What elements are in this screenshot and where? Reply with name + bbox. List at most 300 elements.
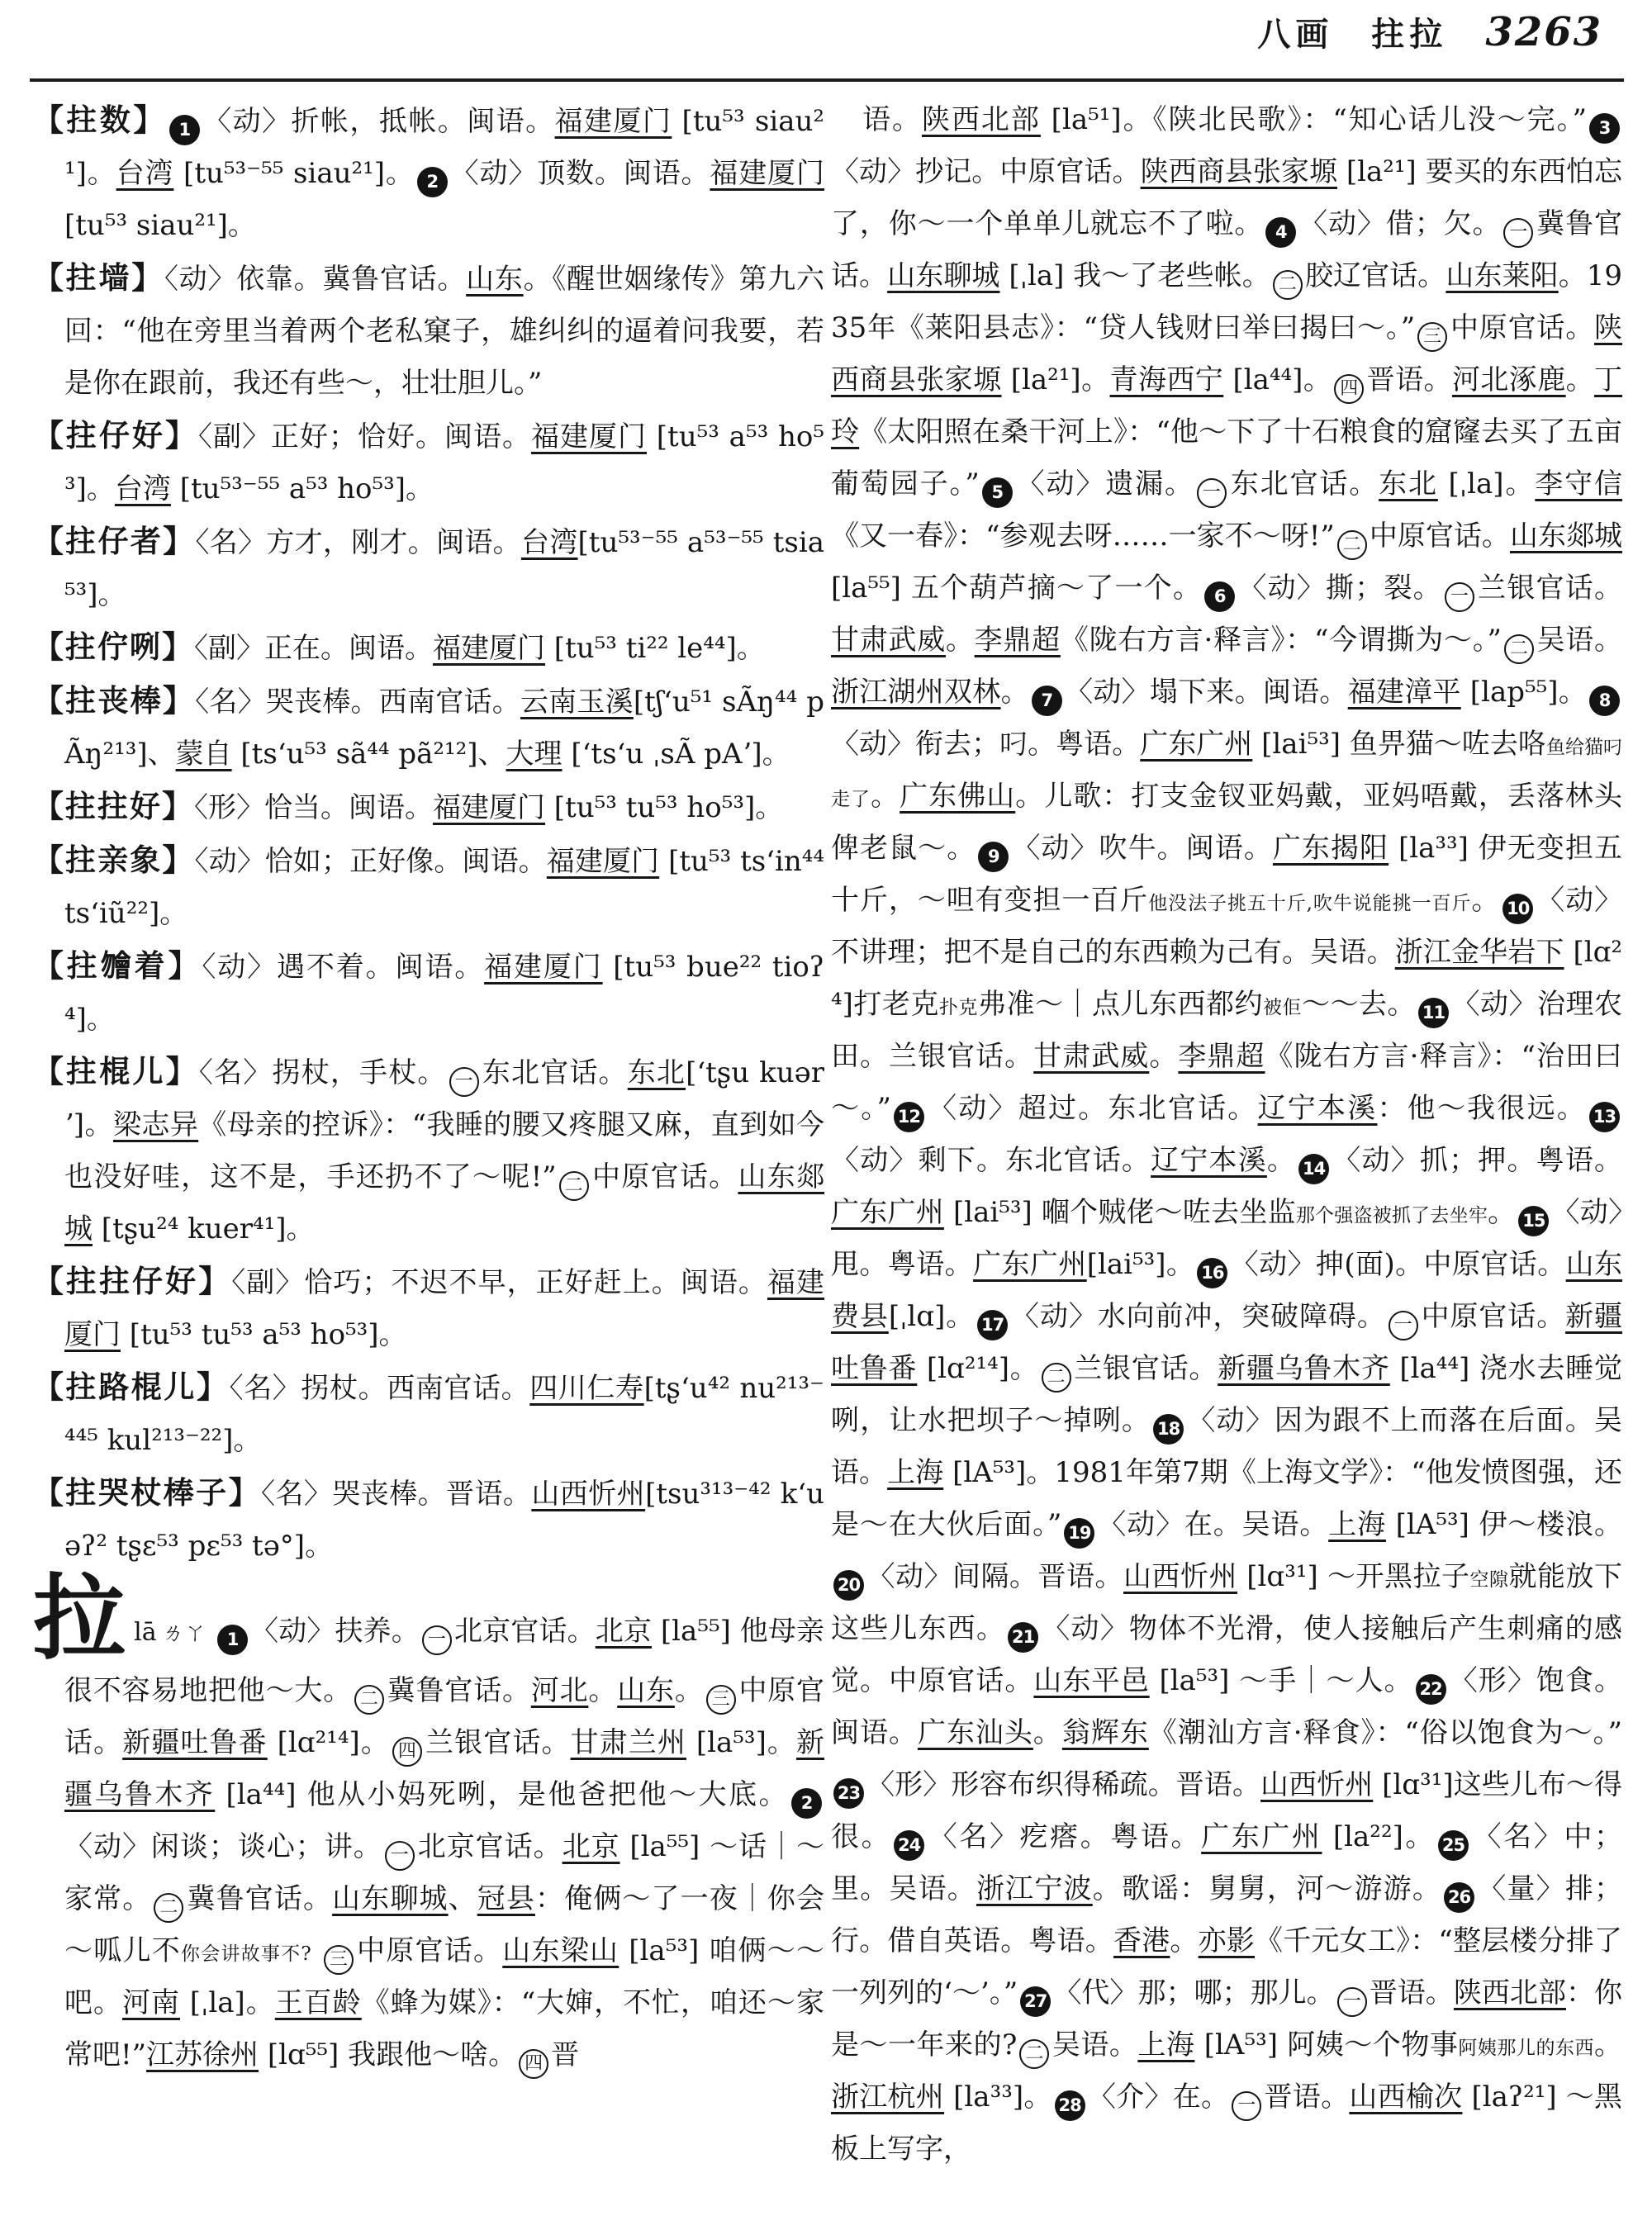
sense-number-icon: 17 bbox=[977, 1310, 1008, 1340]
sense-number-icon: 2 bbox=[417, 167, 448, 197]
body-text: 〈名〉拐杖，手杖。 bbox=[198, 1056, 447, 1089]
body-text: [tu⁵³ tu⁵³ a⁵³ ho⁵³]。 bbox=[121, 1318, 407, 1351]
body-text: 〈动〉物体不光滑，使人接触后产生刺痛的感觉。中原官话。 bbox=[831, 1612, 1623, 1697]
body-text: [la²¹]。 bbox=[1001, 363, 1110, 396]
body-text: 晋语。 bbox=[1366, 363, 1452, 396]
proper-name: 广东广州 bbox=[1140, 728, 1253, 761]
body-text: 。 bbox=[1000, 676, 1029, 709]
body-text: [lA⁵³] 阿姨～个物事 bbox=[1194, 2028, 1459, 2062]
body-text: 中原官话。 bbox=[1420, 1300, 1566, 1333]
body-text: 〈动〉塌下来。闽语。 bbox=[1064, 676, 1348, 709]
body-text: ：俺俩～了一夜｜你会～呱儿不 bbox=[64, 1882, 825, 1967]
proper-name: 辽宁本溪 bbox=[1151, 1144, 1267, 1177]
body-text: 《又一春》：“参观去呀……一家不～呀!” bbox=[831, 520, 1335, 553]
body-text: 。 bbox=[1170, 1924, 1199, 1957]
body-text: [tu⁵³⁻⁵⁵ a⁵³ ho⁵³]。 bbox=[170, 472, 434, 505]
inline-gloss: 那个强盗被抓了去坐牢 bbox=[1295, 1205, 1488, 1226]
subsense-number-icon: 一 bbox=[1337, 1987, 1367, 2017]
body-text: [la⁵¹]。《陕北民歌》：“知心话儿没～完。” bbox=[1040, 103, 1588, 136]
proper-name: 青海西宁 bbox=[1109, 363, 1224, 396]
body-text: [la³³]。 bbox=[944, 2081, 1052, 2114]
body-text: 〈动〉因为跟不上而落在后面。吴语。 bbox=[831, 1404, 1623, 1489]
body-text: 〈副〉正在。闽语。 bbox=[194, 632, 433, 665]
body-text: 〈名〉拐杖。西南官话。 bbox=[229, 1372, 530, 1405]
entry-headword: 【拄数】 bbox=[33, 102, 167, 138]
body-text: 中原官话。 bbox=[1369, 520, 1510, 553]
body-text: [tʂʻu⁴² nu²¹³⁻⁴⁴⁵ kul²¹³⁻²²]。 bbox=[64, 1372, 825, 1457]
proper-name: 甘肃武威 bbox=[831, 624, 946, 657]
body-text: [lai⁵³]。 bbox=[1086, 1248, 1195, 1281]
body-text: 晋 bbox=[551, 2038, 580, 2071]
proper-name: 云南玉溪 bbox=[520, 686, 634, 719]
body-text: 。歌谣：舅舅，河～游游。 bbox=[1092, 1872, 1442, 1905]
proper-name: 福建厦门 bbox=[530, 420, 647, 453]
proper-name: 福建厦门 bbox=[554, 105, 672, 138]
entry-headword: 【拄佇咧】 bbox=[33, 629, 194, 665]
body-text bbox=[311, 1934, 321, 1967]
body-text: 。 bbox=[1594, 2028, 1622, 2062]
dict-entry bbox=[33, 780, 824, 834]
sense-number-icon: 4 bbox=[1265, 217, 1296, 248]
proper-name: 山东莱阳 bbox=[1446, 259, 1559, 292]
body-text: 。《醒世姻缘传》第九六回：“他在旁里当着两个老私窠子，雄纠纠的逼着问我要，若是你在跟前，我还有些～，壮壮胆儿。” bbox=[64, 263, 825, 400]
entry-zhuyin: ㄌㄚ bbox=[161, 1620, 207, 1646]
body-text: 。 bbox=[1149, 1040, 1179, 1073]
sense-number-icon: 5 bbox=[982, 477, 1013, 508]
proper-name: 广东佛山 bbox=[900, 780, 1016, 813]
body-text: [lɑ³¹]这些儿布～得很。 bbox=[831, 1768, 1623, 1853]
guide-words: 拄拉 bbox=[1371, 15, 1448, 54]
subsense-number-icon: 二 bbox=[559, 1171, 589, 1201]
dict-entry bbox=[33, 94, 824, 252]
body-text: 。 bbox=[945, 624, 975, 657]
proper-name: 上海 bbox=[1328, 1508, 1386, 1541]
body-text: 《潮汕方言·释食》：“俗以饱食为～。” bbox=[1148, 1716, 1623, 1749]
sense-number-icon: 3 bbox=[1589, 113, 1620, 144]
entry-headcharacter: 拉 bbox=[33, 1564, 126, 1672]
entry-headword: 【拄拄仔好】 bbox=[33, 1263, 232, 1299]
body-text: 〈副〉正好；恰好。闽语。 bbox=[198, 420, 531, 453]
proper-name: 福建漳平 bbox=[1347, 676, 1461, 709]
body-text: [la²²]。 bbox=[1322, 1820, 1436, 1853]
proper-name: 丁玲 bbox=[831, 363, 1623, 448]
body-text: 〈动〉撕；裂。 bbox=[1237, 572, 1442, 605]
body-text: 吴语。 bbox=[1051, 2028, 1138, 2062]
body-text: ：他～我很远。 bbox=[1377, 1092, 1588, 1125]
body-text: 〈动〉剩下。东北官话。 bbox=[831, 1144, 1151, 1177]
entry-headword: 【拄亲象】 bbox=[33, 842, 195, 878]
body-text: 〈名〉中；里。吴语。 bbox=[831, 1820, 1622, 1905]
subsense-number-icon: 二 bbox=[154, 1893, 183, 1923]
body-text: [la⁵⁵] ～话｜～家常。 bbox=[64, 1830, 824, 1915]
body-text: 〈动〉折帐，抵帐。闽语。 bbox=[202, 105, 555, 138]
entry-headword: 【拄墙】 bbox=[33, 259, 164, 296]
sense-number-icon: 20 bbox=[833, 1570, 864, 1601]
body-text: 中原官话。 bbox=[355, 1934, 503, 1967]
subsense-number-icon: 四 bbox=[392, 1737, 422, 1767]
body-text: 晋语。 bbox=[1369, 1976, 1454, 2009]
body-text: 。儿歌：打支金钗亚妈戴，亚妈唔戴，丢落林头俾老鼠～。 bbox=[831, 780, 1623, 865]
body-text: 就能放下这些儿东西。 bbox=[831, 1560, 1623, 1645]
body-text: 胶辽官话。 bbox=[1304, 259, 1446, 292]
proper-name: 李鼎超 bbox=[974, 624, 1061, 657]
proper-name: 浙江湖州双林 bbox=[831, 676, 1001, 709]
proper-name: 山西榆次 bbox=[1349, 2081, 1463, 2114]
subsense-number-icon: 二 bbox=[1273, 270, 1303, 300]
dict-entry bbox=[33, 252, 824, 410]
body-text: 冀鲁官话。 bbox=[387, 1674, 531, 1707]
proper-name: 广东广州 bbox=[831, 1196, 944, 1229]
proper-name: 河北涿鹿 bbox=[1451, 363, 1566, 396]
proper-name: 甘肃武威 bbox=[1033, 1040, 1150, 1073]
body-text: 〈量〉排；行。借自英语。粤语。 bbox=[831, 1872, 1623, 1957]
body-text: 晋语。 bbox=[1264, 2081, 1350, 2114]
proper-name: 广东汕头 bbox=[917, 1716, 1033, 1749]
body-text: [la⁵⁵] 五个葫芦摘～了一个。 bbox=[831, 572, 1203, 605]
body-text: 。 bbox=[1032, 1716, 1062, 1749]
body-text: [lɑ⁵⁵] 我跟他～啥。 bbox=[259, 2038, 517, 2071]
proper-name: 北京 bbox=[562, 1830, 620, 1863]
proper-name: 陕西北部 bbox=[1453, 1976, 1567, 2009]
entry-headword: 【拄棍儿】 bbox=[33, 1053, 199, 1089]
body-text: 。 bbox=[588, 1674, 618, 1707]
body-text: 。1935年《莱阳县志》：“贷人钱财曰举曰揭曰～。” bbox=[831, 259, 1623, 344]
sense-number-icon: 28 bbox=[1055, 2090, 1085, 2121]
body-text: [tu⁵³⁻⁵⁵ a⁵³⁻⁵⁵ tsia⁵³]。 bbox=[64, 526, 825, 611]
body-text: 兰银官话。 bbox=[424, 1726, 571, 1759]
proper-name: 山西忻州 bbox=[1260, 1768, 1374, 1801]
body-text: 。 bbox=[674, 1674, 704, 1707]
proper-name: 山东郯城 bbox=[1509, 520, 1623, 553]
body-text: [tʃʻu⁵¹ sÃŋ⁴⁴ pÃŋ²¹³]、 bbox=[64, 686, 825, 771]
body-text: 〈动〉抓；押。粤语。 bbox=[1332, 1144, 1623, 1177]
proper-name: 山东费县 bbox=[831, 1248, 1623, 1333]
body-text: 〈形〉恰当。闽语。 bbox=[194, 791, 433, 824]
body-text: 《太阳照在桑干河上》：“他～下了十石粮食的窟窿去买了五亩葡萄园子。” bbox=[831, 415, 1622, 501]
body-text: [la⁴⁴]。 bbox=[1223, 363, 1332, 396]
body-text: 中原官话。 bbox=[1450, 311, 1595, 344]
body-text: [lɑ²¹⁴]。 bbox=[267, 1726, 390, 1759]
proper-name: 东北 bbox=[627, 1056, 686, 1089]
body-text: 。 bbox=[1471, 884, 1501, 917]
proper-name: 福建厦门 bbox=[433, 632, 545, 665]
entry-headword: 【拄丧棒】 bbox=[33, 682, 196, 719]
body-text: 〈动〉恰如；正好像。闽语。 bbox=[194, 845, 547, 878]
sense-number-icon: 9 bbox=[978, 842, 1009, 872]
body-text: [lɑ²⁴]打老克 bbox=[831, 936, 1623, 1021]
sense-number-icon: 11 bbox=[1418, 998, 1449, 1028]
proper-name: 浙江杭州 bbox=[831, 2081, 945, 2114]
sense-number-icon: 26 bbox=[1444, 1882, 1474, 1913]
proper-name: 亦影 bbox=[1198, 1924, 1256, 1957]
sense-number-icon: 19 bbox=[1064, 1518, 1094, 1549]
body-text: 《陇右方言·释言》：“治田曰～。” bbox=[831, 1040, 1623, 1125]
entry-headword: 【拄仔好】 bbox=[33, 417, 198, 453]
inline-gloss: 他没法子挑五十斤,吹牛说能挑一百斤 bbox=[1148, 893, 1472, 914]
proper-name: 山东聊城 bbox=[332, 1882, 449, 1915]
body-text: 《母亲的控诉》：“我睡的腰又疼腿又麻，直到如今也没好哇，这不是，手还扔不了～呢!” bbox=[64, 1108, 824, 1193]
body-text: 语。 bbox=[862, 103, 922, 136]
body-text: 吴语。 bbox=[1536, 624, 1623, 657]
body-text: 冀鲁官话。 bbox=[831, 207, 1623, 292]
body-text: 〈动〉遗漏。 bbox=[1014, 467, 1194, 501]
proper-name: 台湾 bbox=[520, 526, 578, 559]
body-text: [lai⁵³] 嗰个贼佬～咗去坐监 bbox=[943, 1196, 1296, 1229]
proper-name: 台湾 bbox=[116, 157, 174, 190]
proper-name: 江苏徐州 bbox=[146, 2038, 259, 2071]
body-text: 〈动〉抄记。中原官话。 bbox=[831, 155, 1141, 188]
proper-name: 王百龄 bbox=[274, 1986, 362, 2019]
sense-number-icon: 1 bbox=[217, 1625, 248, 1655]
body-text: 〈介〉在。 bbox=[1087, 2081, 1230, 2114]
proper-name: 上海 bbox=[887, 1456, 944, 1489]
body-text: 中原官话。 bbox=[591, 1160, 738, 1193]
body-text: 〈动〉在。吴语。 bbox=[1097, 1508, 1329, 1541]
body-text: 〈动〉甩。粤语。 bbox=[831, 1196, 1623, 1281]
proper-name: 福建厦门 bbox=[433, 791, 545, 824]
dict-entry bbox=[33, 1046, 824, 1255]
body-text: 。 bbox=[1565, 363, 1595, 396]
page-number: 3263 bbox=[1485, 9, 1602, 55]
dict-entry bbox=[33, 515, 824, 621]
proper-name: 山东平邑 bbox=[1033, 1664, 1150, 1697]
body-text: 中原官话。 bbox=[64, 1674, 825, 1759]
header-rule bbox=[30, 78, 1624, 82]
inline-gloss: 你会讲故事不? bbox=[180, 1943, 311, 1965]
proper-name: 新疆吐鲁番 bbox=[122, 1726, 268, 1759]
body-text: 〈名〉方才，刚才。闽语。 bbox=[195, 526, 521, 559]
body-text: [la²¹] 要买的东西怕忘了，你～一个单单儿就忘不了啦。 bbox=[831, 155, 1622, 240]
proper-name: 广东揭阳 bbox=[1272, 832, 1389, 865]
dict-entry bbox=[33, 1255, 824, 1361]
body-text: [la⁵⁵] 他母亲很不容易地把他～大。 bbox=[64, 1615, 825, 1707]
subsense-number-icon: 二 bbox=[1042, 1363, 1071, 1393]
body-text: 〈动〉扶养。 bbox=[250, 1615, 420, 1648]
proper-name: 陕西北部 bbox=[921, 103, 1041, 136]
body-text: [tu⁵³ tsʻin⁴⁴ tsʻiũ²²]。 bbox=[64, 845, 825, 930]
subsense-number-icon: 三 bbox=[324, 1945, 354, 1975]
body-text: 、 bbox=[448, 1882, 477, 1915]
subsense-number-icon: 一 bbox=[385, 1841, 415, 1871]
proper-name: 四川仁寿 bbox=[529, 1372, 644, 1405]
body-text: [la⁴⁴] 他从小妈死咧，是他爸把他～大底。 bbox=[215, 1778, 789, 1811]
subsense-number-icon: 一 bbox=[1445, 582, 1474, 612]
inline-gloss: 阿姨那儿的东西 bbox=[1458, 2038, 1594, 2059]
proper-name: 福建厦门 bbox=[484, 951, 603, 984]
body-text: 〈名〉疙瘩。粤语。 bbox=[927, 1820, 1202, 1853]
subsense-number-icon: 二 bbox=[354, 1685, 384, 1715]
subsense-number-icon: 一 bbox=[1389, 1311, 1418, 1340]
inline-gloss: 被佢 bbox=[1262, 997, 1302, 1018]
sense-number-icon: 6 bbox=[1204, 581, 1235, 612]
body-text: 北京官话。 bbox=[416, 1830, 563, 1863]
dict-entry bbox=[33, 410, 824, 515]
entry-continuation bbox=[831, 94, 1622, 2175]
proper-name: 甘肃兰州 bbox=[570, 1726, 686, 1759]
left-column bbox=[33, 94, 824, 2081]
proper-name: 福建厦门 bbox=[546, 845, 660, 878]
proper-name: 李鼎超 bbox=[1178, 1040, 1265, 1073]
entry-headword: 【拄𣍐着】 bbox=[33, 947, 202, 984]
proper-name: 新疆乌鲁木齐 bbox=[64, 1726, 825, 1811]
body-text: 兰银官话。 bbox=[1476, 572, 1622, 605]
subsense-number-icon: 一 bbox=[1197, 478, 1227, 508]
body-text: 《千元女工》：“整层楼分排了一列列的‘～’。” bbox=[831, 1924, 1623, 2009]
body-text: 。 bbox=[1266, 1144, 1297, 1177]
page-header bbox=[1123, 8, 1602, 55]
subsense-number-icon: 一 bbox=[422, 1625, 452, 1655]
body-text: [tʂu²⁴ kuer⁴¹]。 bbox=[93, 1212, 315, 1245]
inline-gloss: 空隙 bbox=[1469, 1569, 1509, 1591]
body-text: 《蜂为媒》：“大婶，不忙，咱还～家常吧!” bbox=[64, 1986, 825, 2071]
body-text: [tu⁵³ a⁵³ ho⁵³]。 bbox=[64, 420, 825, 505]
body-text: 东北官话。 bbox=[481, 1056, 628, 1089]
subsense-number-icon: 一 bbox=[1503, 218, 1533, 248]
character-entry bbox=[33, 1564, 825, 2081]
body-text: 〈名〉哭丧棒。晋语。 bbox=[261, 1478, 532, 1511]
body-text: 弗准～｜点儿东西都约 bbox=[977, 988, 1263, 1021]
body-text: [ˌla]。 bbox=[179, 1986, 275, 2019]
sense-number-icon: 13 bbox=[1589, 1102, 1620, 1132]
body-text: [lɑ³¹] ～开黑拉子 bbox=[1237, 1560, 1470, 1593]
sense-number-icon: 25 bbox=[1438, 1830, 1469, 1861]
body-text: [ˌla] 我～了老些帐。 bbox=[999, 259, 1270, 292]
body-text: 〈动〉不讲理；把不是自己的东西赖为己有。吴语。 bbox=[831, 884, 1623, 969]
sense-number-icon: 2 bbox=[791, 1788, 822, 1819]
body-text: 〈动〉水向前冲，突破障碍。 bbox=[1010, 1300, 1386, 1333]
proper-name: 梁志异 bbox=[112, 1108, 199, 1141]
body-text: 〈动〉吹牛。闽语。 bbox=[1011, 832, 1273, 865]
body-text: 〈动〉顶数。闽语。 bbox=[449, 157, 710, 190]
proper-name: 辽宁本溪 bbox=[1257, 1092, 1378, 1125]
body-text: [laʔ²¹] ～黑板上写字， bbox=[831, 2081, 1623, 2166]
body-text: [la³³] 伊无变担五十斤，～呾有变担一百斤 bbox=[831, 832, 1623, 917]
body-text: [tu⁵³⁻⁵⁵ siau²¹]。 bbox=[173, 157, 415, 190]
proper-name: 河北 bbox=[530, 1674, 589, 1707]
sense-number-icon: 14 bbox=[1298, 1154, 1329, 1184]
proper-name: 东北 bbox=[1379, 467, 1438, 501]
proper-name: 李守信 bbox=[1535, 467, 1623, 501]
body-text: [lai⁵³] 鱼畀猫～咗去咯 bbox=[1252, 728, 1546, 761]
dict-entry bbox=[33, 834, 824, 940]
entry-headword: 【拄仔者】 bbox=[33, 523, 196, 559]
proper-name: 山东 bbox=[617, 1674, 675, 1707]
body-text: [la⁴⁴] 浇水去睡觉咧，让水把坝子～掉咧。 bbox=[831, 1352, 1622, 1437]
sense-number-icon: 22 bbox=[1416, 1674, 1446, 1705]
subsense-number-icon: 一 bbox=[449, 1067, 479, 1097]
body-text: [la⁵³] 咱俩～～吧。 bbox=[64, 1934, 824, 2019]
body-text: [lA⁵³] 伊～楼浪。 bbox=[1385, 1508, 1623, 1541]
sense-number-icon: 1 bbox=[169, 115, 200, 145]
sense-number-icon: 23 bbox=[833, 1778, 864, 1809]
body-text: [ˌla]。 bbox=[1437, 467, 1536, 501]
body-text: 〈动〉闲谈；谈心；讲。 bbox=[64, 1830, 382, 1863]
sense-number-icon: 8 bbox=[1589, 686, 1620, 716]
proper-name: 台湾 bbox=[114, 472, 171, 505]
body-text: 北京官话。 bbox=[453, 1615, 596, 1648]
sense-number-icon: 15 bbox=[1518, 1206, 1549, 1236]
radical-section-label: 八画 bbox=[1257, 15, 1334, 54]
body-text: 〈副〉恰巧；不迟不早，正好赶上。闽语。 bbox=[231, 1266, 767, 1299]
entry-headword: 【拄拄好】 bbox=[33, 788, 194, 824]
proper-name: 广东广州 bbox=[1201, 1820, 1322, 1853]
subsense-number-icon: 四 bbox=[1334, 374, 1364, 404]
body-text: [la⁵³] ～手｜～人。 bbox=[1149, 1664, 1413, 1697]
proper-name: 翁辉东 bbox=[1061, 1716, 1149, 1749]
body-text: [tu⁵³ siau²¹]。 bbox=[64, 209, 256, 242]
dict-entry bbox=[33, 1361, 824, 1467]
body-text: ：你是～一年来的? bbox=[831, 1976, 1623, 2062]
proper-name: 山东郯城 bbox=[64, 1160, 825, 1245]
body-text: 〈动〉抻(面)。中原官话。 bbox=[1230, 1248, 1566, 1281]
dict-entry bbox=[33, 940, 824, 1046]
proper-name: 福建厦门 bbox=[64, 1266, 825, 1351]
body-text: [tsu³¹³⁻⁴² kʻuəʔ² tʂɛ⁵³ pɛ⁵³ tə°]。 bbox=[64, 1478, 825, 1563]
proper-name: 浙江金华岩下 bbox=[1394, 936, 1564, 969]
body-text: 〈动〉遇不着。闽语。 bbox=[202, 951, 485, 984]
body-text: 〈动〉间隔。晋语。 bbox=[866, 1560, 1123, 1593]
body-text: [tu⁵³ bue²² tioʔ⁴]。 bbox=[64, 951, 825, 1036]
entry-pinyin: lā bbox=[134, 1618, 157, 1647]
proper-name: 山东聊城 bbox=[887, 259, 1000, 292]
proper-name: 新疆吐鲁番 bbox=[831, 1300, 1623, 1385]
subsense-number-icon: 二 bbox=[1337, 530, 1367, 560]
body-text: 〈名〉哭丧棒。西南官话。 bbox=[195, 686, 520, 719]
body-text: 〈代〉那；哪；那儿。 bbox=[1053, 1976, 1335, 2009]
sense-number-icon: 24 bbox=[894, 1830, 924, 1861]
proper-name: 蒙自 bbox=[175, 738, 232, 771]
body-text: 冀鲁官话。 bbox=[186, 1882, 333, 1915]
subsense-number-icon: 一 bbox=[1232, 2091, 1261, 2121]
body-text: 〈动〉治理农田。兰银官话。 bbox=[831, 988, 1623, 1073]
dict-entry bbox=[33, 621, 824, 675]
proper-name: 香港 bbox=[1113, 1924, 1170, 1957]
body-text: [la⁵³]。 bbox=[686, 1726, 797, 1759]
body-text: 〈动〉衔去；叼。粤语。 bbox=[831, 728, 1141, 761]
body-text: [tu⁵³ tu⁵³ ho⁵³]。 bbox=[545, 791, 784, 824]
subsense-number-icon: 二 bbox=[1504, 634, 1534, 664]
body-text: [tsʻu⁵³ sã⁴⁴ pã²¹²]、 bbox=[231, 738, 506, 771]
subsense-number-icon: 四 bbox=[519, 2049, 548, 2079]
proper-name: 河南 bbox=[121, 1986, 180, 2019]
body-text: 东北官话。 bbox=[1228, 467, 1379, 501]
dict-entry bbox=[33, 1467, 824, 1573]
body-text: [tu⁵³ ti²² le⁴⁴]。 bbox=[545, 632, 765, 665]
body-text: 〈形〉形容布织得稀疏。晋语。 bbox=[866, 1768, 1261, 1801]
proper-name: 山东梁山 bbox=[502, 1934, 620, 1967]
proper-name: 新疆乌鲁木齐 bbox=[1218, 1352, 1390, 1385]
body-text: [ˌlɑ]。 bbox=[888, 1300, 976, 1333]
body-text: 〈动〉依靠。冀鲁官话。 bbox=[164, 263, 467, 296]
sense-number-icon: 27 bbox=[1020, 1986, 1051, 2017]
proper-name: 上海 bbox=[1137, 2028, 1195, 2062]
body-text: ～～去。 bbox=[1302, 988, 1417, 1021]
proper-name: 大理 bbox=[506, 738, 563, 771]
proper-name: 陕西商县张家塬 bbox=[831, 311, 1623, 396]
body-text: [tu⁵³ siau²¹]。 bbox=[64, 105, 825, 190]
body-text: 〈动〉借；欠。 bbox=[1298, 207, 1502, 240]
entry-headword: 【拄哭杖棒子】 bbox=[33, 1474, 262, 1511]
body-text: 《陇右方言·释言》：“今谓撕为～。” bbox=[1060, 624, 1502, 657]
subsense-number-icon: 三 bbox=[1417, 322, 1447, 352]
right-column bbox=[831, 94, 1622, 2175]
sense-number-icon: 21 bbox=[1008, 1622, 1038, 1653]
proper-name: 冠县 bbox=[477, 1882, 535, 1915]
dict-entry bbox=[33, 675, 824, 780]
sense-number-icon: 12 bbox=[894, 1102, 924, 1132]
inline-gloss: 鱼给猫叼走了 bbox=[831, 737, 1623, 810]
subsense-number-icon: 三 bbox=[706, 1685, 736, 1715]
